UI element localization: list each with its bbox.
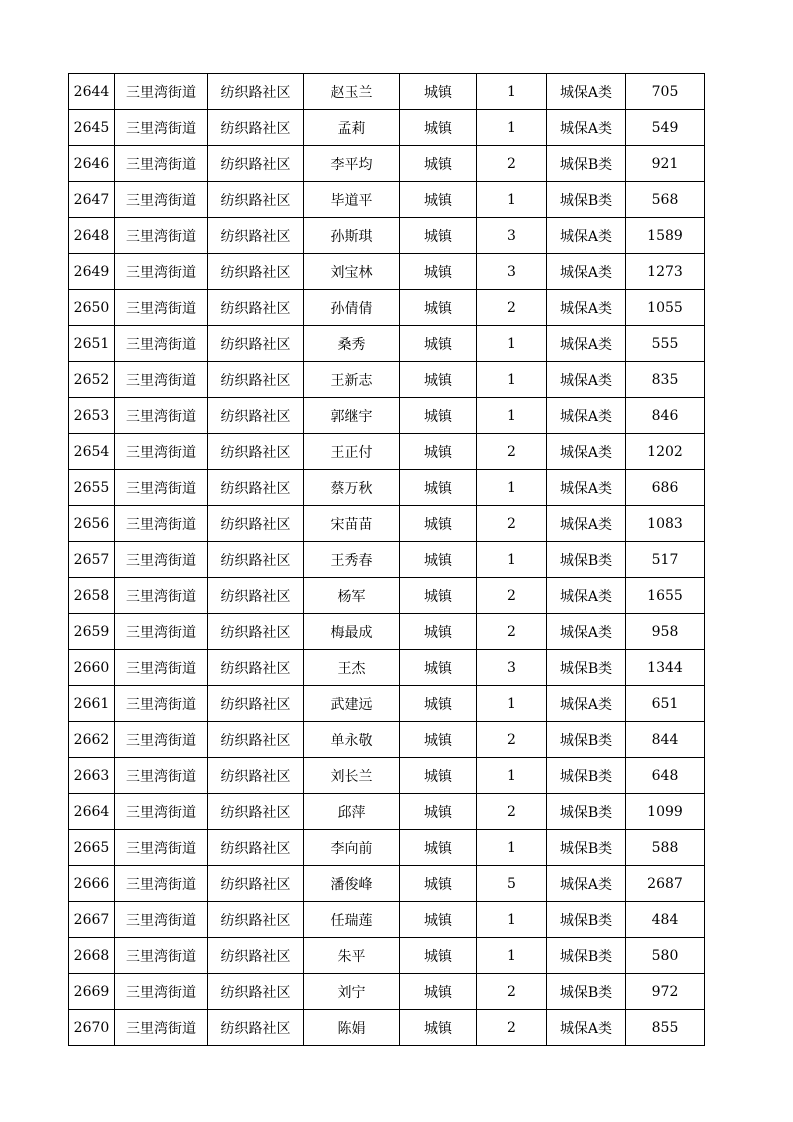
category-cell: 城保A类 [547,254,626,290]
name-cell: 邱萍 [304,794,400,830]
amount-cell: 1589 [626,218,705,254]
street-cell: 三里湾街道 [115,146,208,182]
street-cell: 三里湾街道 [115,290,208,326]
name-cell: 王秀春 [304,542,400,578]
name-cell: 王新志 [304,362,400,398]
street-cell: 三里湾街道 [115,254,208,290]
name-cell: 孟莉 [304,110,400,146]
name-cell: 孙斯琪 [304,218,400,254]
street-cell: 三里湾街道 [115,650,208,686]
serial-number-cell: 2667 [69,902,115,938]
category-cell: 城保B类 [547,794,626,830]
household-type-cell: 城镇 [400,1010,477,1046]
street-cell: 三里湾街道 [115,398,208,434]
community-cell: 纺织路社区 [208,326,304,362]
street-cell: 三里湾街道 [115,866,208,902]
street-cell: 三里湾街道 [115,902,208,938]
table-row [69,290,705,326]
table-row [69,254,705,290]
street-cell: 三里湾街道 [115,578,208,614]
category-cell: 城保B类 [547,722,626,758]
community-cell: 纺织路社区 [208,614,304,650]
community-cell: 纺织路社区 [208,902,304,938]
community-cell: 纺织路社区 [208,686,304,722]
serial-number-cell: 2663 [69,758,115,794]
person-count-cell: 2 [477,794,547,830]
household-type-cell: 城镇 [400,254,477,290]
serial-number-cell: 2650 [69,290,115,326]
category-cell: 城保A类 [547,1010,626,1046]
table-row [69,326,705,362]
serial-number-cell: 2645 [69,110,115,146]
serial-number-cell: 2649 [69,254,115,290]
table-row [69,434,705,470]
serial-number-cell: 2658 [69,578,115,614]
amount-cell: 1202 [626,434,705,470]
table-row [69,830,705,866]
community-cell: 纺织路社区 [208,1010,304,1046]
street-cell: 三里湾街道 [115,74,208,110]
person-count-cell: 1 [477,938,547,974]
amount-cell: 846 [626,398,705,434]
person-count-cell: 3 [477,218,547,254]
household-type-cell: 城镇 [400,974,477,1010]
name-cell: 刘宝林 [304,254,400,290]
category-cell: 城保B类 [547,938,626,974]
person-count-cell: 1 [477,362,547,398]
community-cell: 纺织路社区 [208,218,304,254]
person-count-cell: 1 [477,758,547,794]
category-cell: 城保A类 [547,614,626,650]
name-cell: 任瑞莲 [304,902,400,938]
household-type-cell: 城镇 [400,290,477,326]
table-row [69,686,705,722]
name-cell: 单永敬 [304,722,400,758]
name-cell: 王杰 [304,650,400,686]
name-cell: 刘长兰 [304,758,400,794]
household-type-cell: 城镇 [400,614,477,650]
table-row [69,146,705,182]
category-cell: 城保B类 [547,902,626,938]
street-cell: 三里湾街道 [115,542,208,578]
household-type-cell: 城镇 [400,830,477,866]
table-row [69,902,705,938]
street-cell: 三里湾街道 [115,830,208,866]
amount-cell: 844 [626,722,705,758]
name-cell: 桑秀 [304,326,400,362]
data-table [68,73,705,1046]
person-count-cell: 1 [477,398,547,434]
amount-cell: 1099 [626,794,705,830]
street-cell: 三里湾街道 [115,434,208,470]
street-cell: 三里湾街道 [115,974,208,1010]
amount-cell: 958 [626,614,705,650]
category-cell: 城保B类 [547,146,626,182]
street-cell: 三里湾街道 [115,686,208,722]
household-type-cell: 城镇 [400,794,477,830]
community-cell: 纺织路社区 [208,830,304,866]
person-count-cell: 2 [477,974,547,1010]
category-cell: 城保A类 [547,866,626,902]
category-cell: 城保B类 [547,542,626,578]
household-type-cell: 城镇 [400,542,477,578]
category-cell: 城保A类 [547,74,626,110]
household-type-cell: 城镇 [400,722,477,758]
household-type-cell: 城镇 [400,902,477,938]
amount-cell: 648 [626,758,705,794]
name-cell: 杨军 [304,578,400,614]
amount-cell: 686 [626,470,705,506]
category-cell: 城保A类 [547,398,626,434]
household-type-cell: 城镇 [400,182,477,218]
community-cell: 纺织路社区 [208,578,304,614]
community-cell: 纺织路社区 [208,866,304,902]
name-cell: 毕道平 [304,182,400,218]
amount-cell: 972 [626,974,705,1010]
household-type-cell: 城镇 [400,758,477,794]
serial-number-cell: 2656 [69,506,115,542]
household-type-cell: 城镇 [400,110,477,146]
person-count-cell: 1 [477,182,547,218]
amount-cell: 2687 [626,866,705,902]
amount-cell: 1344 [626,650,705,686]
household-type-cell: 城镇 [400,398,477,434]
table-row [69,542,705,578]
amount-cell: 517 [626,542,705,578]
name-cell: 朱平 [304,938,400,974]
person-count-cell: 1 [477,74,547,110]
household-type-cell: 城镇 [400,434,477,470]
name-cell: 李向前 [304,830,400,866]
serial-number-cell: 2661 [69,686,115,722]
category-cell: 城保A类 [547,218,626,254]
amount-cell: 1055 [626,290,705,326]
person-count-cell: 1 [477,830,547,866]
category-cell: 城保B类 [547,758,626,794]
street-cell: 三里湾街道 [115,470,208,506]
table-row [69,794,705,830]
street-cell: 三里湾街道 [115,326,208,362]
amount-cell: 651 [626,686,705,722]
street-cell: 三里湾街道 [115,506,208,542]
name-cell: 潘俊峰 [304,866,400,902]
household-type-cell: 城镇 [400,470,477,506]
category-cell: 城保B类 [547,182,626,218]
household-type-cell: 城镇 [400,866,477,902]
serial-number-cell: 2670 [69,1010,115,1046]
person-count-cell: 2 [477,506,547,542]
amount-cell: 580 [626,938,705,974]
table-row [69,74,705,110]
table-row [69,506,705,542]
amount-cell: 568 [626,182,705,218]
person-count-cell: 1 [477,902,547,938]
serial-number-cell: 2666 [69,866,115,902]
amount-cell: 484 [626,902,705,938]
table-row [69,362,705,398]
community-cell: 纺织路社区 [208,434,304,470]
person-count-cell: 2 [477,146,547,182]
name-cell: 王正付 [304,434,400,470]
person-count-cell: 2 [477,1010,547,1046]
household-type-cell: 城镇 [400,578,477,614]
community-cell: 纺织路社区 [208,794,304,830]
person-count-cell: 3 [477,650,547,686]
category-cell: 城保A类 [547,578,626,614]
serial-number-cell: 2647 [69,182,115,218]
amount-cell: 835 [626,362,705,398]
serial-number-cell: 2659 [69,614,115,650]
category-cell: 城保A类 [547,470,626,506]
household-type-cell: 城镇 [400,146,477,182]
serial-number-cell: 2654 [69,434,115,470]
community-cell: 纺织路社区 [208,362,304,398]
household-type-cell: 城镇 [400,362,477,398]
household-type-cell: 城镇 [400,650,477,686]
name-cell: 蔡万秋 [304,470,400,506]
street-cell: 三里湾街道 [115,362,208,398]
category-cell: 城保A类 [547,110,626,146]
table-row [69,182,705,218]
serial-number-cell: 2646 [69,146,115,182]
table-row [69,650,705,686]
table-row [69,110,705,146]
household-type-cell: 城镇 [400,326,477,362]
community-cell: 纺织路社区 [208,542,304,578]
table-row [69,614,705,650]
serial-number-cell: 2664 [69,794,115,830]
household-type-cell: 城镇 [400,938,477,974]
serial-number-cell: 2657 [69,542,115,578]
street-cell: 三里湾街道 [115,794,208,830]
person-count-cell: 2 [477,290,547,326]
community-cell: 纺织路社区 [208,650,304,686]
community-cell: 纺织路社区 [208,758,304,794]
name-cell: 赵玉兰 [304,74,400,110]
household-type-cell: 城镇 [400,686,477,722]
table-row [69,218,705,254]
community-cell: 纺织路社区 [208,506,304,542]
name-cell: 李平均 [304,146,400,182]
category-cell: 城保A类 [547,434,626,470]
person-count-cell: 5 [477,866,547,902]
serial-number-cell: 2644 [69,74,115,110]
street-cell: 三里湾街道 [115,614,208,650]
table-row [69,578,705,614]
name-cell: 孙倩倩 [304,290,400,326]
person-count-cell: 2 [477,434,547,470]
community-cell: 纺织路社区 [208,974,304,1010]
amount-cell: 1083 [626,506,705,542]
amount-cell: 855 [626,1010,705,1046]
street-cell: 三里湾街道 [115,110,208,146]
name-cell: 宋苗苗 [304,506,400,542]
amount-cell: 1655 [626,578,705,614]
person-count-cell: 2 [477,722,547,758]
community-cell: 纺织路社区 [208,398,304,434]
serial-number-cell: 2653 [69,398,115,434]
serial-number-cell: 2651 [69,326,115,362]
community-cell: 纺织路社区 [208,146,304,182]
table-row [69,938,705,974]
community-cell: 纺织路社区 [208,74,304,110]
name-cell: 刘宁 [304,974,400,1010]
serial-number-cell: 2652 [69,362,115,398]
amount-cell: 921 [626,146,705,182]
community-cell: 纺织路社区 [208,290,304,326]
table-row [69,974,705,1010]
street-cell: 三里湾街道 [115,938,208,974]
table-row [69,866,705,902]
community-cell: 纺织路社区 [208,470,304,506]
category-cell: 城保A类 [547,326,626,362]
category-cell: 城保A类 [547,290,626,326]
person-count-cell: 1 [477,542,547,578]
street-cell: 三里湾街道 [115,1010,208,1046]
table-row [69,470,705,506]
serial-number-cell: 2648 [69,218,115,254]
category-cell: 城保B类 [547,650,626,686]
category-cell: 城保A类 [547,506,626,542]
name-cell: 梅最成 [304,614,400,650]
table-row [69,1010,705,1046]
community-cell: 纺织路社区 [208,182,304,218]
serial-number-cell: 2662 [69,722,115,758]
street-cell: 三里湾街道 [115,758,208,794]
amount-cell: 555 [626,326,705,362]
table-row [69,398,705,434]
amount-cell: 549 [626,110,705,146]
serial-number-cell: 2669 [69,974,115,1010]
person-count-cell: 2 [477,614,547,650]
community-cell: 纺织路社区 [208,938,304,974]
street-cell: 三里湾街道 [115,182,208,218]
name-cell: 武建远 [304,686,400,722]
table-row [69,722,705,758]
serial-number-cell: 2668 [69,938,115,974]
name-cell: 郭继宇 [304,398,400,434]
community-cell: 纺织路社区 [208,254,304,290]
person-count-cell: 1 [477,686,547,722]
name-cell: 陈娟 [304,1010,400,1046]
community-cell: 纺织路社区 [208,722,304,758]
amount-cell: 705 [626,74,705,110]
amount-cell: 1273 [626,254,705,290]
category-cell: 城保A类 [547,686,626,722]
household-type-cell: 城镇 [400,506,477,542]
amount-cell: 588 [626,830,705,866]
community-cell: 纺织路社区 [208,110,304,146]
household-type-cell: 城镇 [400,218,477,254]
street-cell: 三里湾街道 [115,218,208,254]
person-count-cell: 1 [477,326,547,362]
table-row [69,758,705,794]
person-count-cell: 2 [477,578,547,614]
person-count-cell: 3 [477,254,547,290]
serial-number-cell: 2655 [69,470,115,506]
category-cell: 城保A类 [547,362,626,398]
serial-number-cell: 2665 [69,830,115,866]
person-count-cell: 1 [477,470,547,506]
street-cell: 三里湾街道 [115,722,208,758]
table-body [69,74,705,1046]
serial-number-cell: 2660 [69,650,115,686]
person-count-cell: 1 [477,110,547,146]
category-cell: 城保B类 [547,974,626,1010]
household-type-cell: 城镇 [400,74,477,110]
category-cell: 城保B类 [547,830,626,866]
